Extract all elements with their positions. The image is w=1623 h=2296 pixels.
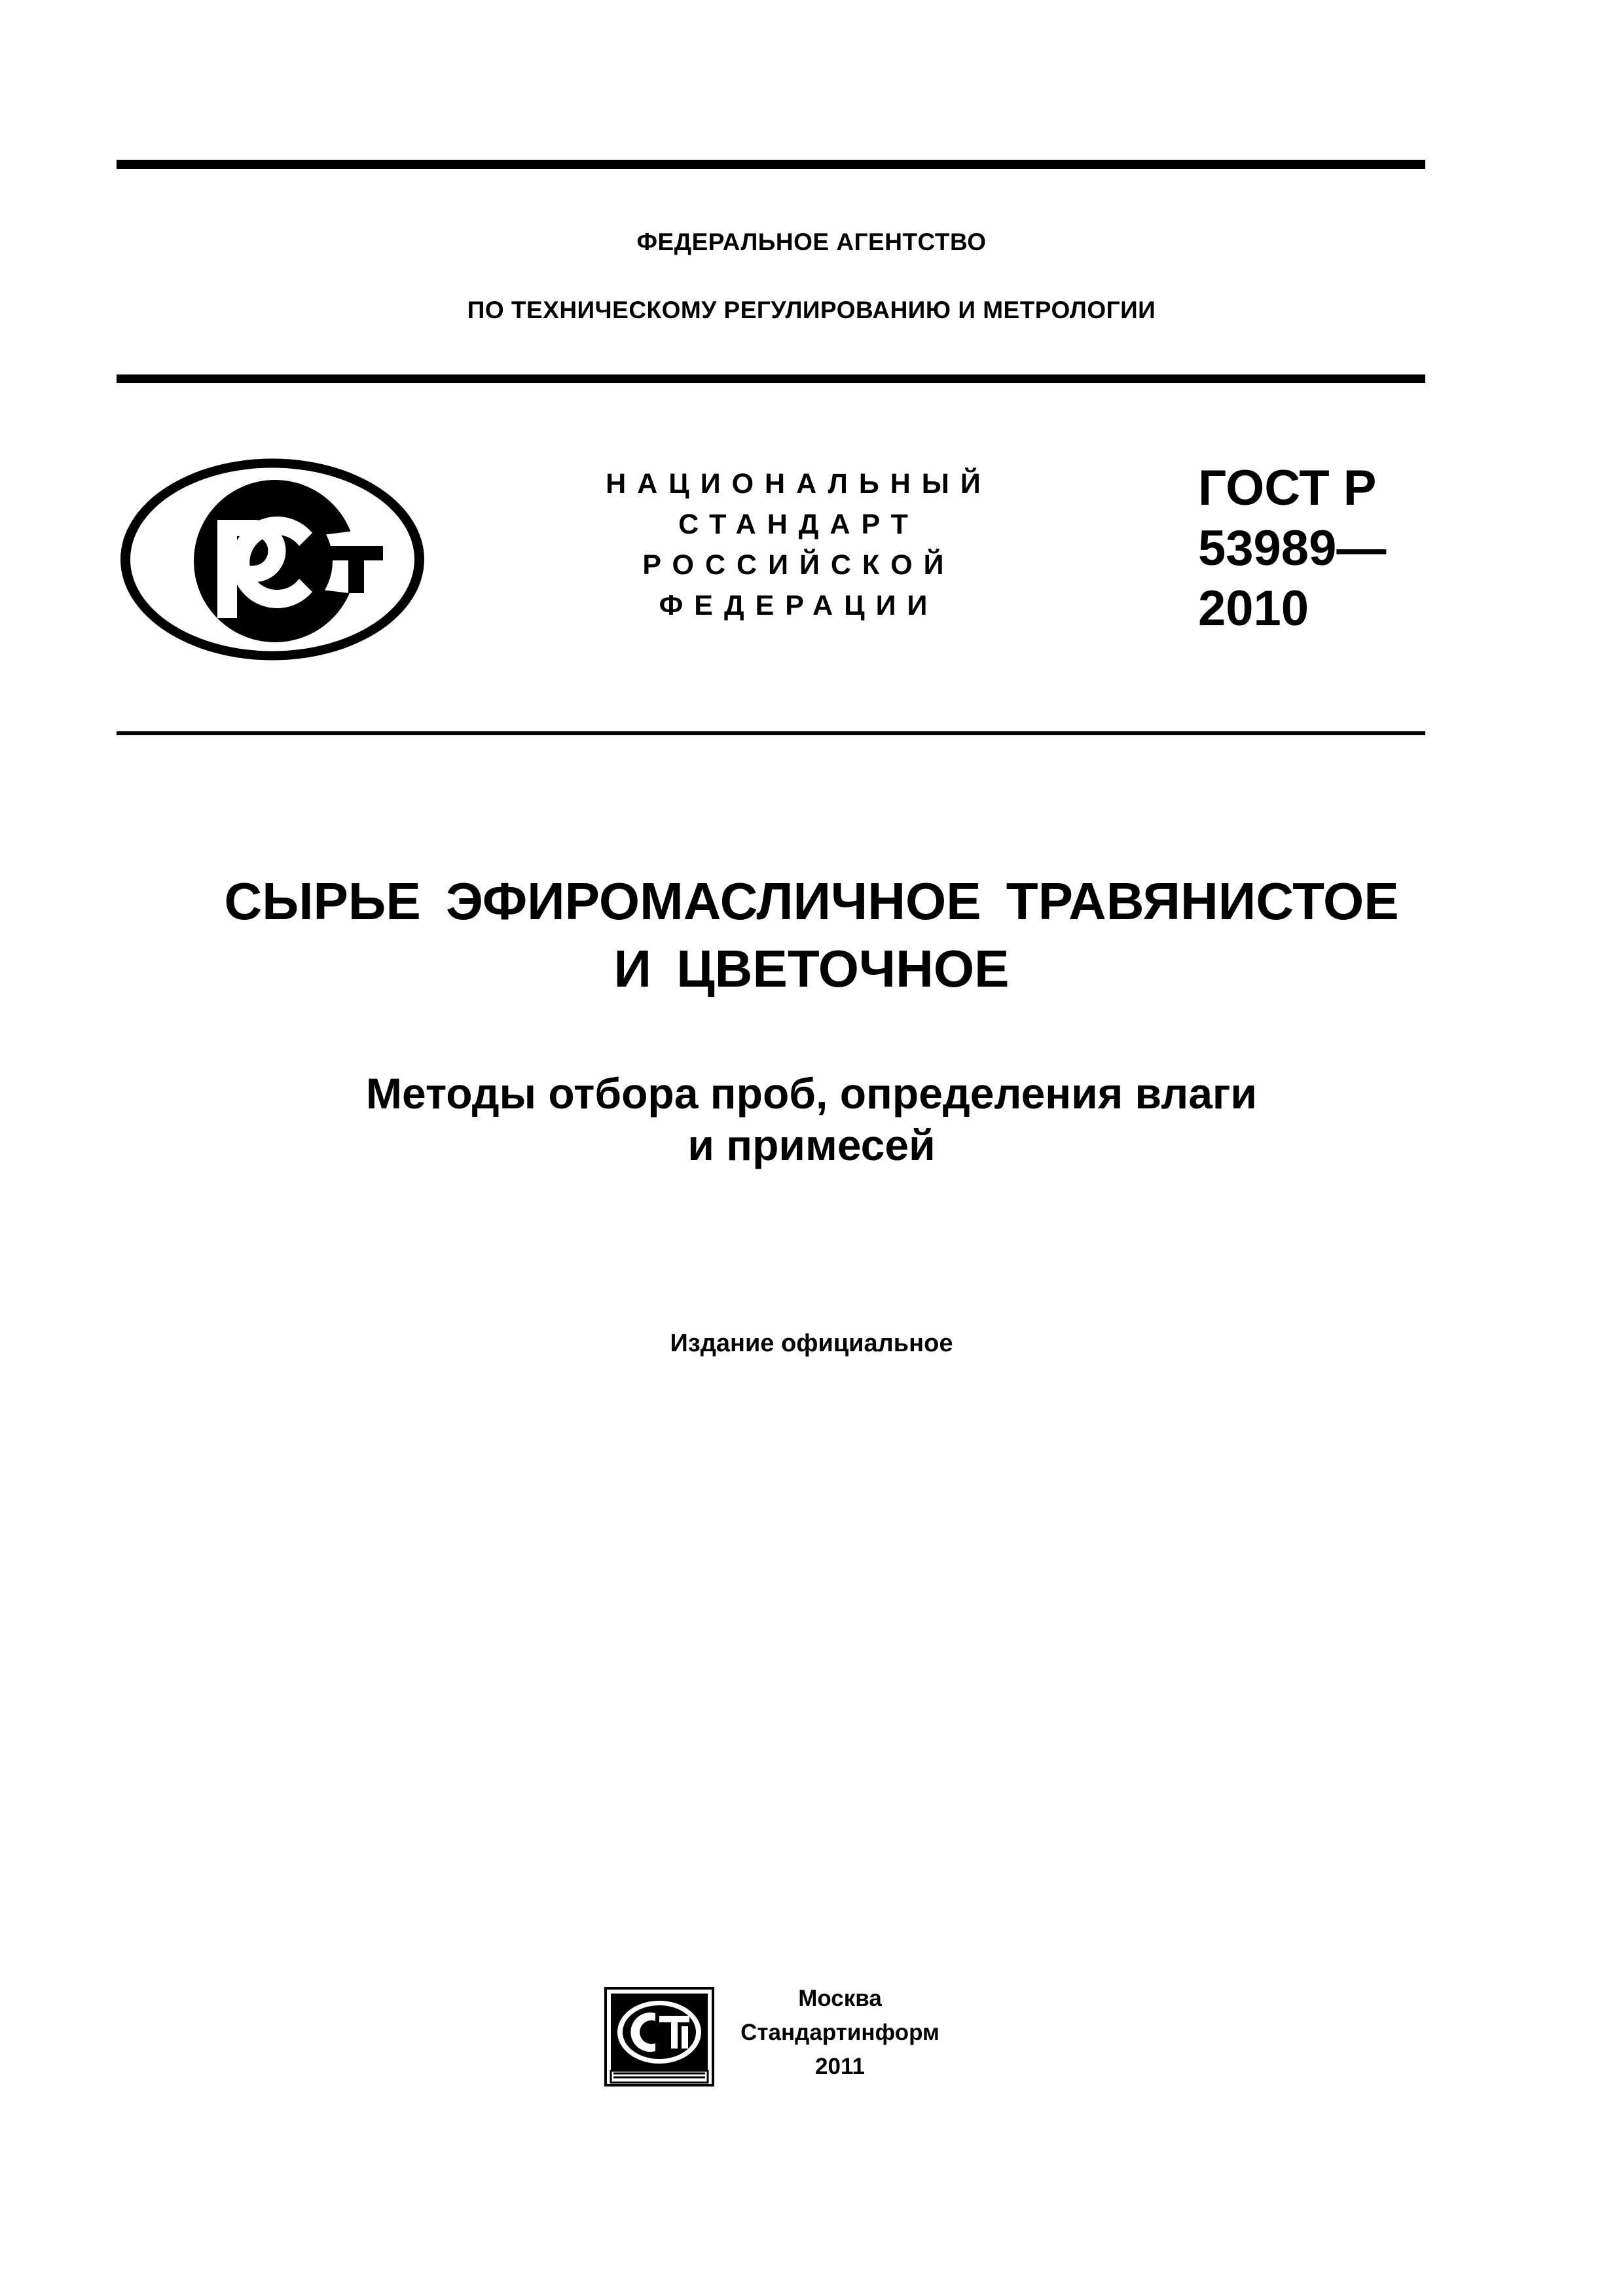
rst-logo-icon — [116, 454, 429, 665]
national-line-2: СТАНДАРТ — [678, 509, 919, 540]
gost-line-3: 2010 — [1198, 581, 1309, 636]
agency-name-line-1: ФЕДЕРАЛЬНОЕ АГЕНТСТВО — [636, 228, 987, 255]
subtitle-line-1: Методы отбора проб, определения влаги — [366, 1069, 1257, 1118]
gost-line-1: ГОСТ Р — [1198, 460, 1377, 516]
national-line-4: ФЕДЕРАЦИИ — [659, 590, 939, 621]
title-line-2: И ЦВЕТОЧНОЕ — [613, 939, 1010, 998]
publisher-city: Москва — [798, 1986, 882, 2011]
document-title — [0, 867, 1623, 1002]
edition-label: Издание официальное — [670, 1330, 953, 1357]
publication-year: 2011 — [815, 2054, 865, 2079]
standartinform-logo-icon — [604, 1987, 714, 2086]
gost-designation — [1198, 458, 1386, 639]
header-rule — [117, 374, 1425, 383]
publisher-block — [732, 1982, 948, 2084]
subtitle-line-2: и примесей — [687, 1121, 936, 1169]
national-line-3: РОССИЙСКОЙ — [642, 549, 955, 581]
national-standard-label — [570, 464, 1028, 626]
gost-line-2: 53989— — [1198, 520, 1387, 576]
publisher-name: Стандартинформ — [740, 2020, 939, 2045]
top-rule — [117, 160, 1425, 169]
agency-name-line-2: ПО ТЕХНИЧЕСКОМУ РЕГУЛИРОВАНИЮ И МЕТРОЛОГИИ — [467, 297, 1156, 323]
national-line-1: НАЦИОНАЛЬНЫЙ — [606, 468, 992, 500]
document-subtitle — [0, 1068, 1623, 1171]
title-line-1: СЫРЬЕ ЭФИРОМАСЛИЧНОЕ ТРАВЯНИСТОЕ — [224, 872, 1399, 930]
standard-block-rule — [117, 731, 1425, 735]
